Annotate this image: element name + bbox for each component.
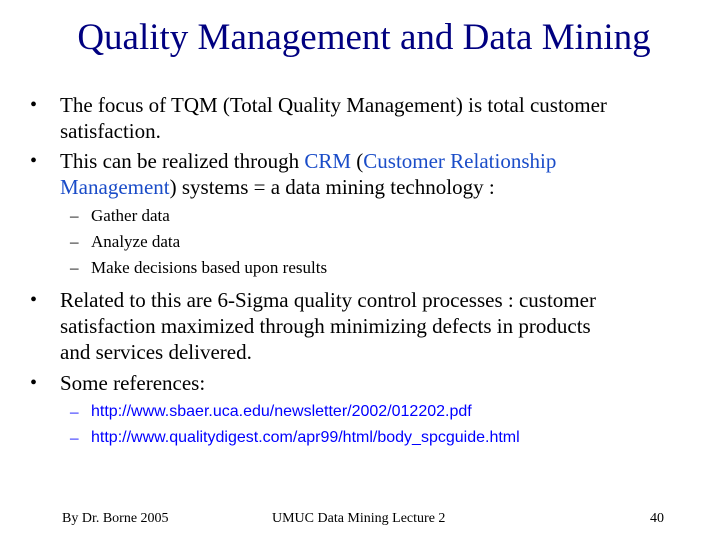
footer-author: By Dr. Borne 2005 bbox=[62, 511, 169, 526]
dash-icon: – bbox=[70, 402, 79, 421]
footer-course: UMUC Data Mining Lecture 2 bbox=[272, 511, 446, 526]
text-segment: ( bbox=[351, 149, 364, 173]
reference-link-qualitydigest[interactable]: http://www.qualitydigest.com/apr99/html/body_spcguide.html bbox=[91, 429, 520, 446]
bullet-text: satisfaction. bbox=[60, 119, 161, 143]
dash-icon: – bbox=[70, 232, 79, 251]
bullet-text bbox=[60, 148, 700, 174]
crm-highlight: CRM bbox=[304, 149, 352, 173]
bullet-text: and services delivered. bbox=[60, 340, 252, 364]
dash-icon: – bbox=[70, 258, 79, 277]
bullet-dot-icon: • bbox=[30, 372, 38, 394]
bullet-dot-icon: • bbox=[30, 150, 38, 172]
sub-text: Analyze data bbox=[91, 232, 181, 251]
reference-link-sbaer[interactable]: http://www.sbaer.uca.edu/newsletter/2002/012202.pdf bbox=[91, 403, 472, 420]
sub-text: Make decisions based upon results bbox=[91, 258, 328, 277]
text-segment: This can be realized through bbox=[60, 149, 305, 173]
dash-icon: – bbox=[70, 428, 79, 447]
bullet-text: The focus of TQM (Total Quality Management) is total customer bbox=[60, 93, 607, 117]
bullet-text: Some references: bbox=[60, 371, 206, 395]
text-segment: ) systems = a data mining technology : bbox=[169, 175, 495, 199]
dash-icon: – bbox=[70, 206, 79, 225]
bullet-text bbox=[60, 174, 700, 200]
bullet-text: Related to this are 6-Sigma quality control processes : customer bbox=[60, 288, 596, 312]
bullet-text: satisfaction maximized through minimizing defects in products bbox=[60, 314, 591, 338]
crm-full-highlight: Management bbox=[60, 175, 170, 199]
footer-page-number: 40 bbox=[650, 511, 664, 526]
bullet-dot-icon: • bbox=[30, 94, 38, 116]
bullet-dot-icon: • bbox=[30, 289, 38, 311]
sub-text: Gather data bbox=[91, 206, 170, 225]
crm-full-highlight: Customer Relationship bbox=[363, 149, 557, 173]
slide-title: Quality Management and Data Mining bbox=[77, 17, 651, 58]
